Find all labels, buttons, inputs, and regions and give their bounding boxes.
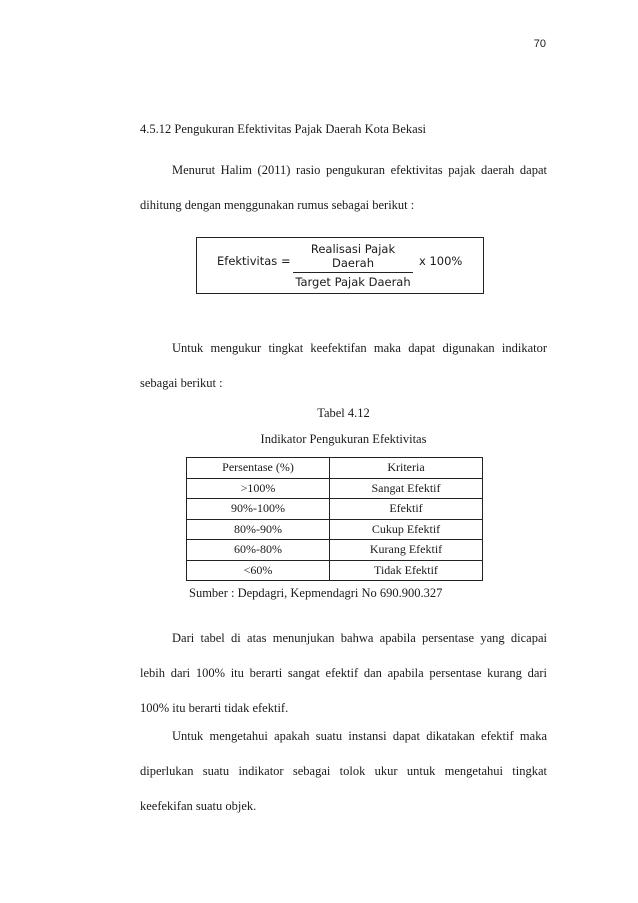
table-header-row bbox=[187, 458, 483, 479]
paragraph-table-explanation bbox=[140, 621, 547, 726]
paragraph-line bbox=[140, 621, 547, 656]
table-row bbox=[187, 560, 483, 581]
paragraph-intro bbox=[140, 153, 547, 223]
formula-lhs: Efektivitas = bbox=[217, 254, 291, 268]
page-number: 70 bbox=[533, 38, 546, 50]
paragraph-line bbox=[140, 331, 547, 366]
paragraph-line: lebih dari 100% itu berarti sangat efektif dan apabila persentase kurang dari bbox=[140, 666, 547, 680]
cell-percentage: >100% bbox=[187, 478, 330, 499]
paragraph-text: Dari tabel di atas menunjukan bahwa apabila persentase yang dicapai bbox=[172, 631, 547, 645]
paragraph-line: diperlukan suatu indikator sebagai tolok ukur untuk mengetahui tingkat bbox=[140, 764, 547, 778]
table-number: Tabel 4.12 bbox=[317, 406, 370, 420]
paragraph-indicator-intro bbox=[140, 331, 547, 401]
cell-percentage: <60% bbox=[187, 560, 330, 581]
table-source: Sumber : Depdagri, Kepmendagri No 690.900.327 bbox=[189, 586, 443, 600]
cell-percentage: 60%-80% bbox=[187, 540, 330, 561]
paragraph-line: sebagai berikut : bbox=[140, 376, 223, 390]
formula-denominator: Target Pajak Daerah bbox=[295, 275, 411, 289]
table-row bbox=[187, 499, 483, 520]
formula-box bbox=[196, 237, 484, 294]
paragraph-line: 100% itu berarti tidak efektif. bbox=[140, 701, 289, 715]
cell-percentage: 90%-100% bbox=[187, 499, 330, 520]
table-row bbox=[187, 540, 483, 561]
paragraph-line bbox=[140, 719, 547, 754]
cell-criteria: Sangat Efektif bbox=[330, 478, 483, 499]
table-row bbox=[187, 478, 483, 499]
paragraph-effectiveness-indicator bbox=[140, 719, 547, 824]
column-header-criteria: Kriteria bbox=[330, 458, 483, 479]
table-row bbox=[187, 519, 483, 540]
paragraph-line: dihitung dengan menggunakan rumus sebagai berikut : bbox=[140, 198, 415, 212]
cell-percentage: 80%-90% bbox=[187, 519, 330, 540]
cell-criteria: Cukup Efektif bbox=[330, 519, 483, 540]
cell-criteria: Efektif bbox=[330, 499, 483, 520]
paragraph-text: Menurut Halim (2011) rasio pengukuran efektivitas pajak daerah dapat bbox=[172, 163, 547, 177]
cell-criteria: Kurang Efektif bbox=[330, 540, 483, 561]
formula-numerator: Realisasi Pajak Daerah bbox=[310, 242, 396, 270]
column-header-percentage: Persentase (%) bbox=[187, 458, 330, 479]
formula-fraction bbox=[293, 242, 413, 289]
paragraph-line bbox=[140, 153, 547, 188]
criteria-table bbox=[186, 457, 483, 581]
section-heading: 4.5.12 Pengukuran Efektivitas Pajak Daerah Kota Bekasi bbox=[140, 122, 427, 136]
table-title: Indikator Pengukuran Efektivitas bbox=[260, 432, 427, 446]
paragraph-text: Untuk mengetahui apakah suatu instansi dapat dikatakan efektif maka bbox=[172, 729, 547, 743]
paragraph-line: keefekifan suatu objek. bbox=[140, 799, 257, 813]
paragraph-text: Untuk mengukur tingkat keefektifan maka dapat digunakan indikator bbox=[172, 341, 547, 355]
cell-criteria: Tidak Efektif bbox=[330, 560, 483, 581]
formula-rhs: x 100% bbox=[419, 254, 463, 268]
